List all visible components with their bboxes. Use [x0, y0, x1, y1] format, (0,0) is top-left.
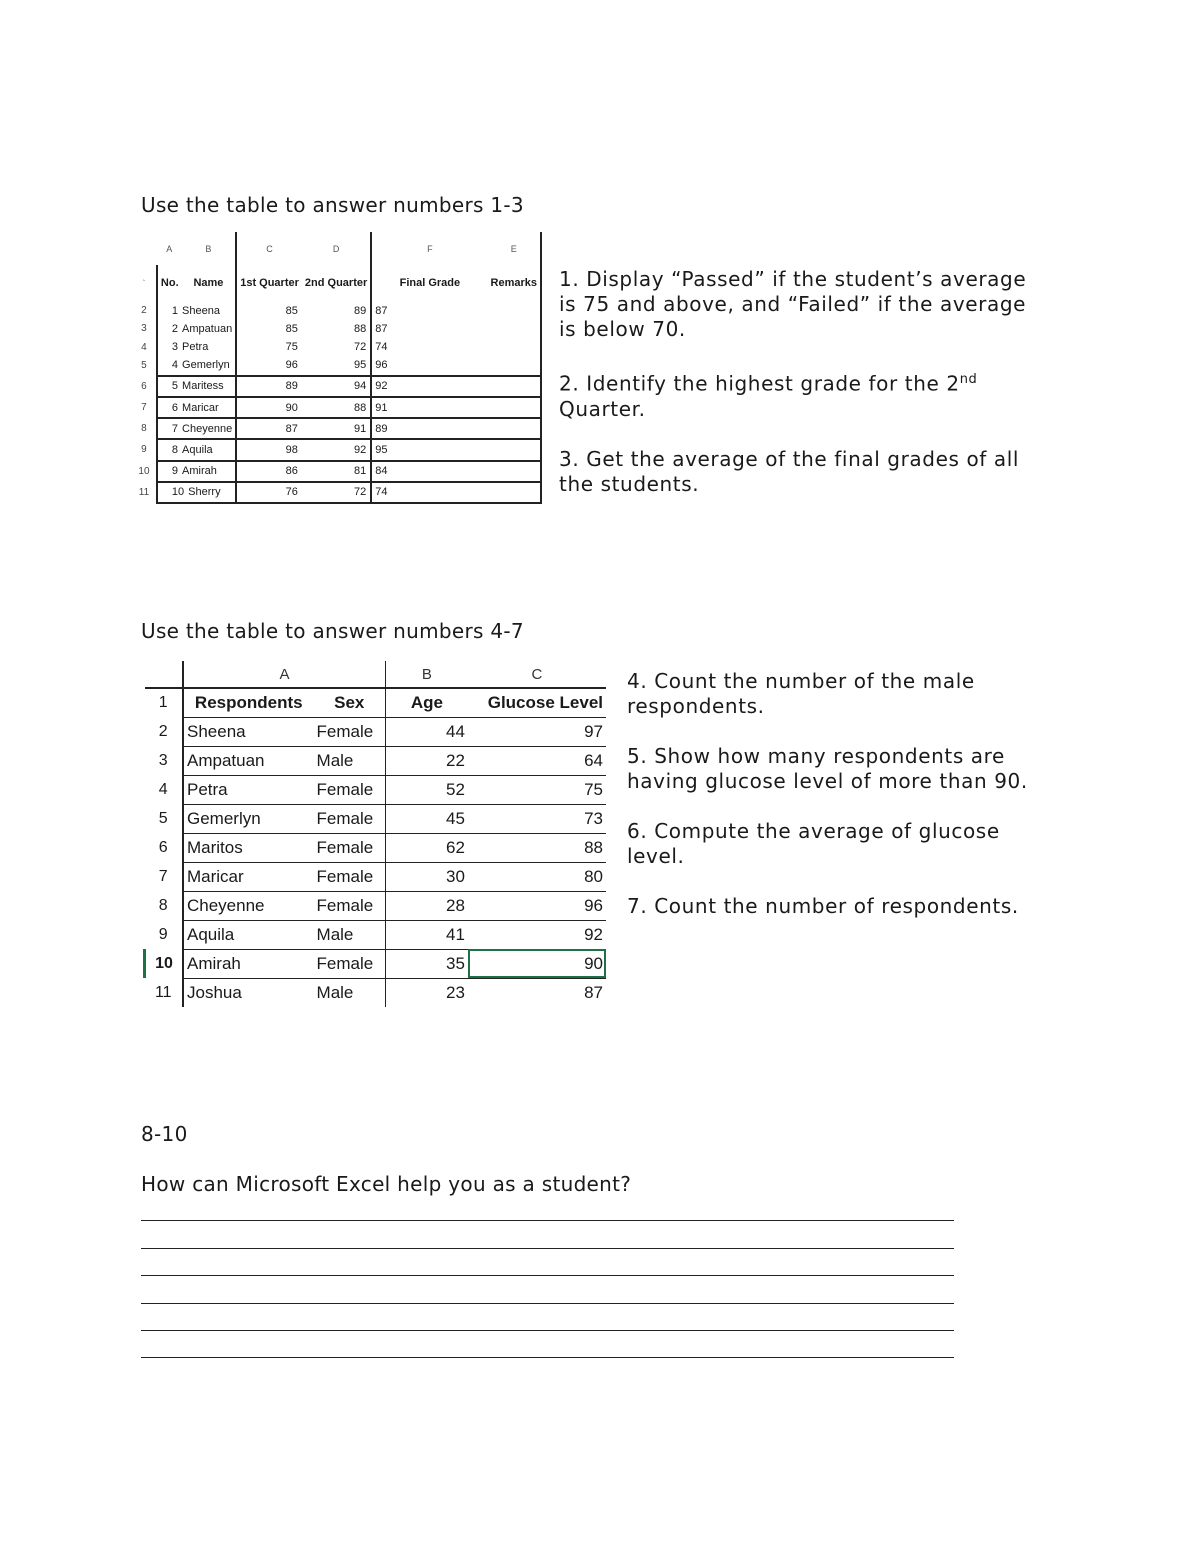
cell-q2: 88: [302, 320, 371, 338]
cell-q2: 72: [302, 482, 371, 503]
table-row: [132, 320, 541, 338]
cell-q1: 96: [236, 356, 302, 376]
answer-line[interactable]: [141, 1248, 954, 1249]
cell-q1: 98: [236, 439, 302, 460]
table-row: [132, 397, 541, 418]
cell-glucose[interactable]: 73: [468, 804, 606, 833]
row-number: 1: [145, 688, 184, 717]
row-number: 5: [145, 804, 184, 833]
cell-name: Petra: [182, 341, 209, 354]
cell-q2: 91: [302, 418, 371, 439]
cell-sex: Female: [314, 949, 386, 978]
table-row: [132, 461, 541, 482]
cell-remarks: [488, 320, 541, 338]
section2-questions: [627, 669, 1047, 944]
answer-line[interactable]: [141, 1330, 954, 1331]
row-number: 6: [145, 833, 184, 862]
cell-q2: 72: [302, 338, 371, 356]
cell-final: 87: [375, 322, 388, 335]
table-row: [132, 302, 541, 320]
cell-sex: Female: [314, 833, 386, 862]
question-1: 1. Display “Passed” if the student’s average is 75 and above, and “Failed” if the average is below 70.: [559, 267, 1027, 341]
row-number: 9: [132, 439, 157, 460]
cell-name: Gemerlyn: [182, 359, 230, 372]
cell-q1: 89: [236, 376, 302, 397]
header-remarks: Remarks: [488, 265, 541, 301]
cell-age[interactable]: 23: [446, 982, 465, 1002]
header-glucose: Glucose Level: [468, 688, 606, 717]
table-row: [132, 439, 541, 460]
question-3: 3. Get the average of the final grades of all the students.: [559, 446, 1020, 496]
row-number: 7: [132, 397, 157, 418]
cell-no: 3: [171, 341, 179, 354]
col-letter: D: [302, 232, 371, 265]
cell-q1: 75: [285, 341, 298, 354]
header-no: No.: [160, 277, 179, 290]
question-2-text-end: Quarter.: [559, 396, 646, 421]
question-2-superscript: nd: [959, 372, 978, 387]
cell-respondent: Maricar: [183, 862, 314, 891]
table-row: [132, 482, 541, 503]
row-number: 9: [145, 920, 184, 949]
cell-q2: 95: [302, 356, 371, 376]
cell-no-name: [157, 356, 236, 376]
cell-name: Ampatuan: [182, 322, 233, 335]
answer-line[interactable]: [141, 1275, 954, 1276]
table-row: [145, 891, 607, 920]
cell-glucose[interactable]: 97: [468, 717, 606, 746]
grades-table-image: A B C D F E ` No. Name 1st Quarter 2nd Quarter Final Grade Remarks 2 1 Sheena 85 89 87 3 2 Ampatuan 85 88 87 4 3 Petra 75 72 74 5 4 Gemerlyn 96 95 96 6 5 Maritess 89 94 92 7 6 Maricar 90 88 91 8 7 Cheyenne 87 91 89 9 8 Aquila 98 92 95 10 9 Amirah 86 81 84 11 10 Sherry 76 72 74: [132, 232, 542, 504]
cell-remarks: [488, 418, 541, 439]
cell-sex: Male: [314, 920, 386, 949]
cell-age[interactable]: 35: [385, 949, 468, 978]
cell-age[interactable]: 45: [385, 804, 468, 833]
table-row: [132, 376, 541, 397]
table-row: [145, 833, 607, 862]
cell-age[interactable]: 62: [385, 833, 468, 862]
cell-remarks: [488, 439, 541, 460]
cell-age[interactable]: 52: [385, 775, 468, 804]
question-2-text: 2. Identify the highest grade for the 2: [559, 371, 960, 396]
header-name: Name: [182, 265, 237, 301]
cell-sex: Female: [314, 891, 386, 920]
table-row: [145, 746, 607, 775]
row-number: 4: [145, 775, 184, 804]
row-number: 2: [145, 717, 184, 746]
col-letter: C: [468, 661, 606, 688]
cell-sex: Female: [314, 804, 386, 833]
section1-questions: [559, 267, 1044, 522]
row-number: 4: [132, 338, 157, 356]
section2-heading: Use the table to answer numbers 4-7: [141, 619, 524, 643]
cell-no-name: [157, 338, 236, 356]
header-q2: 2nd Quarter: [302, 265, 371, 301]
cell-no: 7: [171, 422, 179, 435]
cell-glucose[interactable]: 92: [468, 920, 606, 949]
cell-respondent: Joshua: [187, 982, 242, 1002]
row-number: 2: [132, 302, 157, 320]
glucose-table-image: [143, 661, 606, 1006]
section3-prompt: How can Microsoft Excel help you as a student?: [141, 1172, 632, 1196]
cell-remarks: [488, 482, 541, 503]
col-letter: F: [427, 243, 433, 254]
cell-final: 89: [371, 418, 487, 439]
cell-no: 10: [171, 486, 185, 499]
table-row: [132, 356, 541, 376]
table-row: [145, 978, 607, 1007]
cell-glucose[interactable]: 90: [468, 949, 606, 978]
cell-glucose[interactable]: 88: [468, 833, 606, 862]
cell-remarks: [488, 338, 541, 356]
cell-no: 6: [171, 401, 179, 414]
cell-final: 84: [371, 461, 487, 482]
cell-q1: 86: [236, 461, 302, 482]
cell-name: Aquila: [182, 443, 213, 456]
cell-name: Sheena: [182, 304, 220, 317]
table-row: [145, 804, 607, 833]
cell-final: 96: [371, 356, 487, 376]
cell-no-name: [157, 439, 236, 460]
header-sex: Sex: [314, 688, 386, 717]
cell-glucose[interactable]: 87: [584, 982, 603, 1002]
cell-remarks: [488, 302, 541, 320]
question-4: 4. Count the number of the male respondents.: [627, 669, 975, 718]
table-row: [145, 949, 607, 978]
cell-q2: 89: [302, 302, 371, 320]
cell-q1: 87: [236, 418, 302, 439]
row-number: 10: [132, 461, 157, 482]
cell-sex: Male: [314, 978, 386, 1007]
table-row: [132, 338, 541, 356]
col-letter: B: [385, 661, 468, 688]
cell-glucose[interactable]: 64: [468, 746, 606, 775]
cell-sex: Female: [314, 775, 386, 804]
cell-final: 74: [375, 341, 388, 354]
cell-no-name: [157, 376, 236, 397]
cell-no-name: [157, 418, 236, 439]
cell-name: Amirah: [182, 465, 217, 478]
question-2: [559, 367, 1044, 422]
cell-q2: 92: [302, 439, 371, 460]
col-letter: A: [183, 661, 385, 688]
cell-no: 4: [171, 359, 179, 372]
row-number: 11: [145, 978, 184, 1007]
cell-q2: 88: [302, 397, 371, 418]
question-6: 6. Compute the average of glucose level.: [627, 819, 1000, 868]
row-number: 8: [145, 891, 184, 920]
cell-age[interactable]: 44: [385, 717, 468, 746]
cell-respondent: Sheena: [183, 717, 314, 746]
section1-heading: Use the table to answer numbers 1-3: [141, 193, 524, 217]
cell-respondent: Aquila: [183, 920, 314, 949]
cell-no: 2: [171, 322, 179, 335]
cell-no-name: [157, 320, 236, 338]
cell-name: Maritess: [182, 380, 224, 393]
cell-respondent: Cheyenne: [183, 891, 314, 920]
cell-no: 5: [171, 380, 179, 393]
cell-sex: Female: [314, 862, 386, 891]
table-row: [145, 717, 607, 746]
col-letter: A: [166, 243, 173, 254]
cell-no: 1: [171, 304, 179, 317]
cell-q2: 94: [302, 376, 371, 397]
cell-no-name: [157, 461, 236, 482]
row-number: 7: [145, 862, 184, 891]
header-age: Age: [385, 688, 468, 717]
cell-respondent: Petra: [183, 775, 314, 804]
answer-line[interactable]: [141, 1357, 954, 1358]
cell-sex: Male: [314, 746, 386, 775]
question-5: 5. Show how many respondents are having glucose level of more than 90.: [627, 744, 1028, 793]
cell-q1: 90: [236, 397, 302, 418]
row-number: 3: [132, 320, 157, 338]
cell-remarks: [488, 397, 541, 418]
cell-age[interactable]: 30: [385, 862, 468, 891]
cell-remarks: [488, 356, 541, 376]
cell-q1: 85: [285, 304, 298, 317]
col-letter: B: [182, 232, 237, 265]
cell-respondent: Gemerlyn: [183, 804, 314, 833]
cell-respondent: Maritos: [183, 833, 314, 862]
cell-final: 91: [371, 397, 487, 418]
cell-glucose[interactable]: 75: [468, 775, 606, 804]
table-row: [132, 418, 541, 439]
row-number: 11: [132, 482, 157, 503]
cell-glucose[interactable]: 96: [468, 891, 606, 920]
header-q1: 1st Quarter: [240, 277, 299, 290]
col-letter: C: [266, 243, 273, 254]
col-letter: E: [488, 232, 541, 265]
cell-age[interactable]: 22: [385, 746, 468, 775]
cell-name: Sherry: [188, 486, 221, 499]
table-row: [145, 920, 607, 949]
row-number: 10: [145, 949, 184, 978]
header-final: Final Grade: [399, 277, 461, 290]
cell-respondent: Ampatuan: [183, 746, 314, 775]
cell-final: 95: [371, 439, 487, 460]
cell-final: 92: [371, 376, 487, 397]
cell-sex: Female: [314, 717, 386, 746]
cell-final: 87: [375, 304, 388, 317]
cell-no: 9: [171, 465, 179, 478]
header-respondents: Respondents: [183, 688, 314, 717]
section3-label: 8-10: [141, 1122, 188, 1146]
table-row: [145, 862, 607, 891]
cell-respondent: Amirah: [183, 949, 314, 978]
answer-line[interactable]: [141, 1220, 954, 1221]
cell-name: Cheyenne: [182, 422, 233, 435]
answer-line[interactable]: [141, 1303, 954, 1304]
row-number: 8: [132, 418, 157, 439]
cell-final: 74: [371, 482, 487, 503]
cell-no: 8: [171, 443, 179, 456]
cell-remarks: [488, 461, 541, 482]
question-7: 7. Count the number of respondents.: [627, 894, 1019, 918]
cell-age[interactable]: 41: [385, 920, 468, 949]
cell-glucose[interactable]: 80: [468, 862, 606, 891]
row-number: 5: [132, 356, 157, 376]
cell-q2: 81: [302, 461, 371, 482]
table-row: [145, 775, 607, 804]
cell-q1: 85: [285, 322, 298, 335]
cell-remarks: [488, 376, 541, 397]
cell-no-name: [157, 302, 236, 320]
cell-no-name: [157, 397, 236, 418]
cell-name: Maricar: [182, 401, 219, 414]
row-number: 6: [132, 376, 157, 397]
cell-no-name: [157, 482, 236, 503]
cell-q1: 76: [236, 482, 302, 503]
cell-age[interactable]: 28: [385, 891, 468, 920]
row-number: 3: [145, 746, 184, 775]
